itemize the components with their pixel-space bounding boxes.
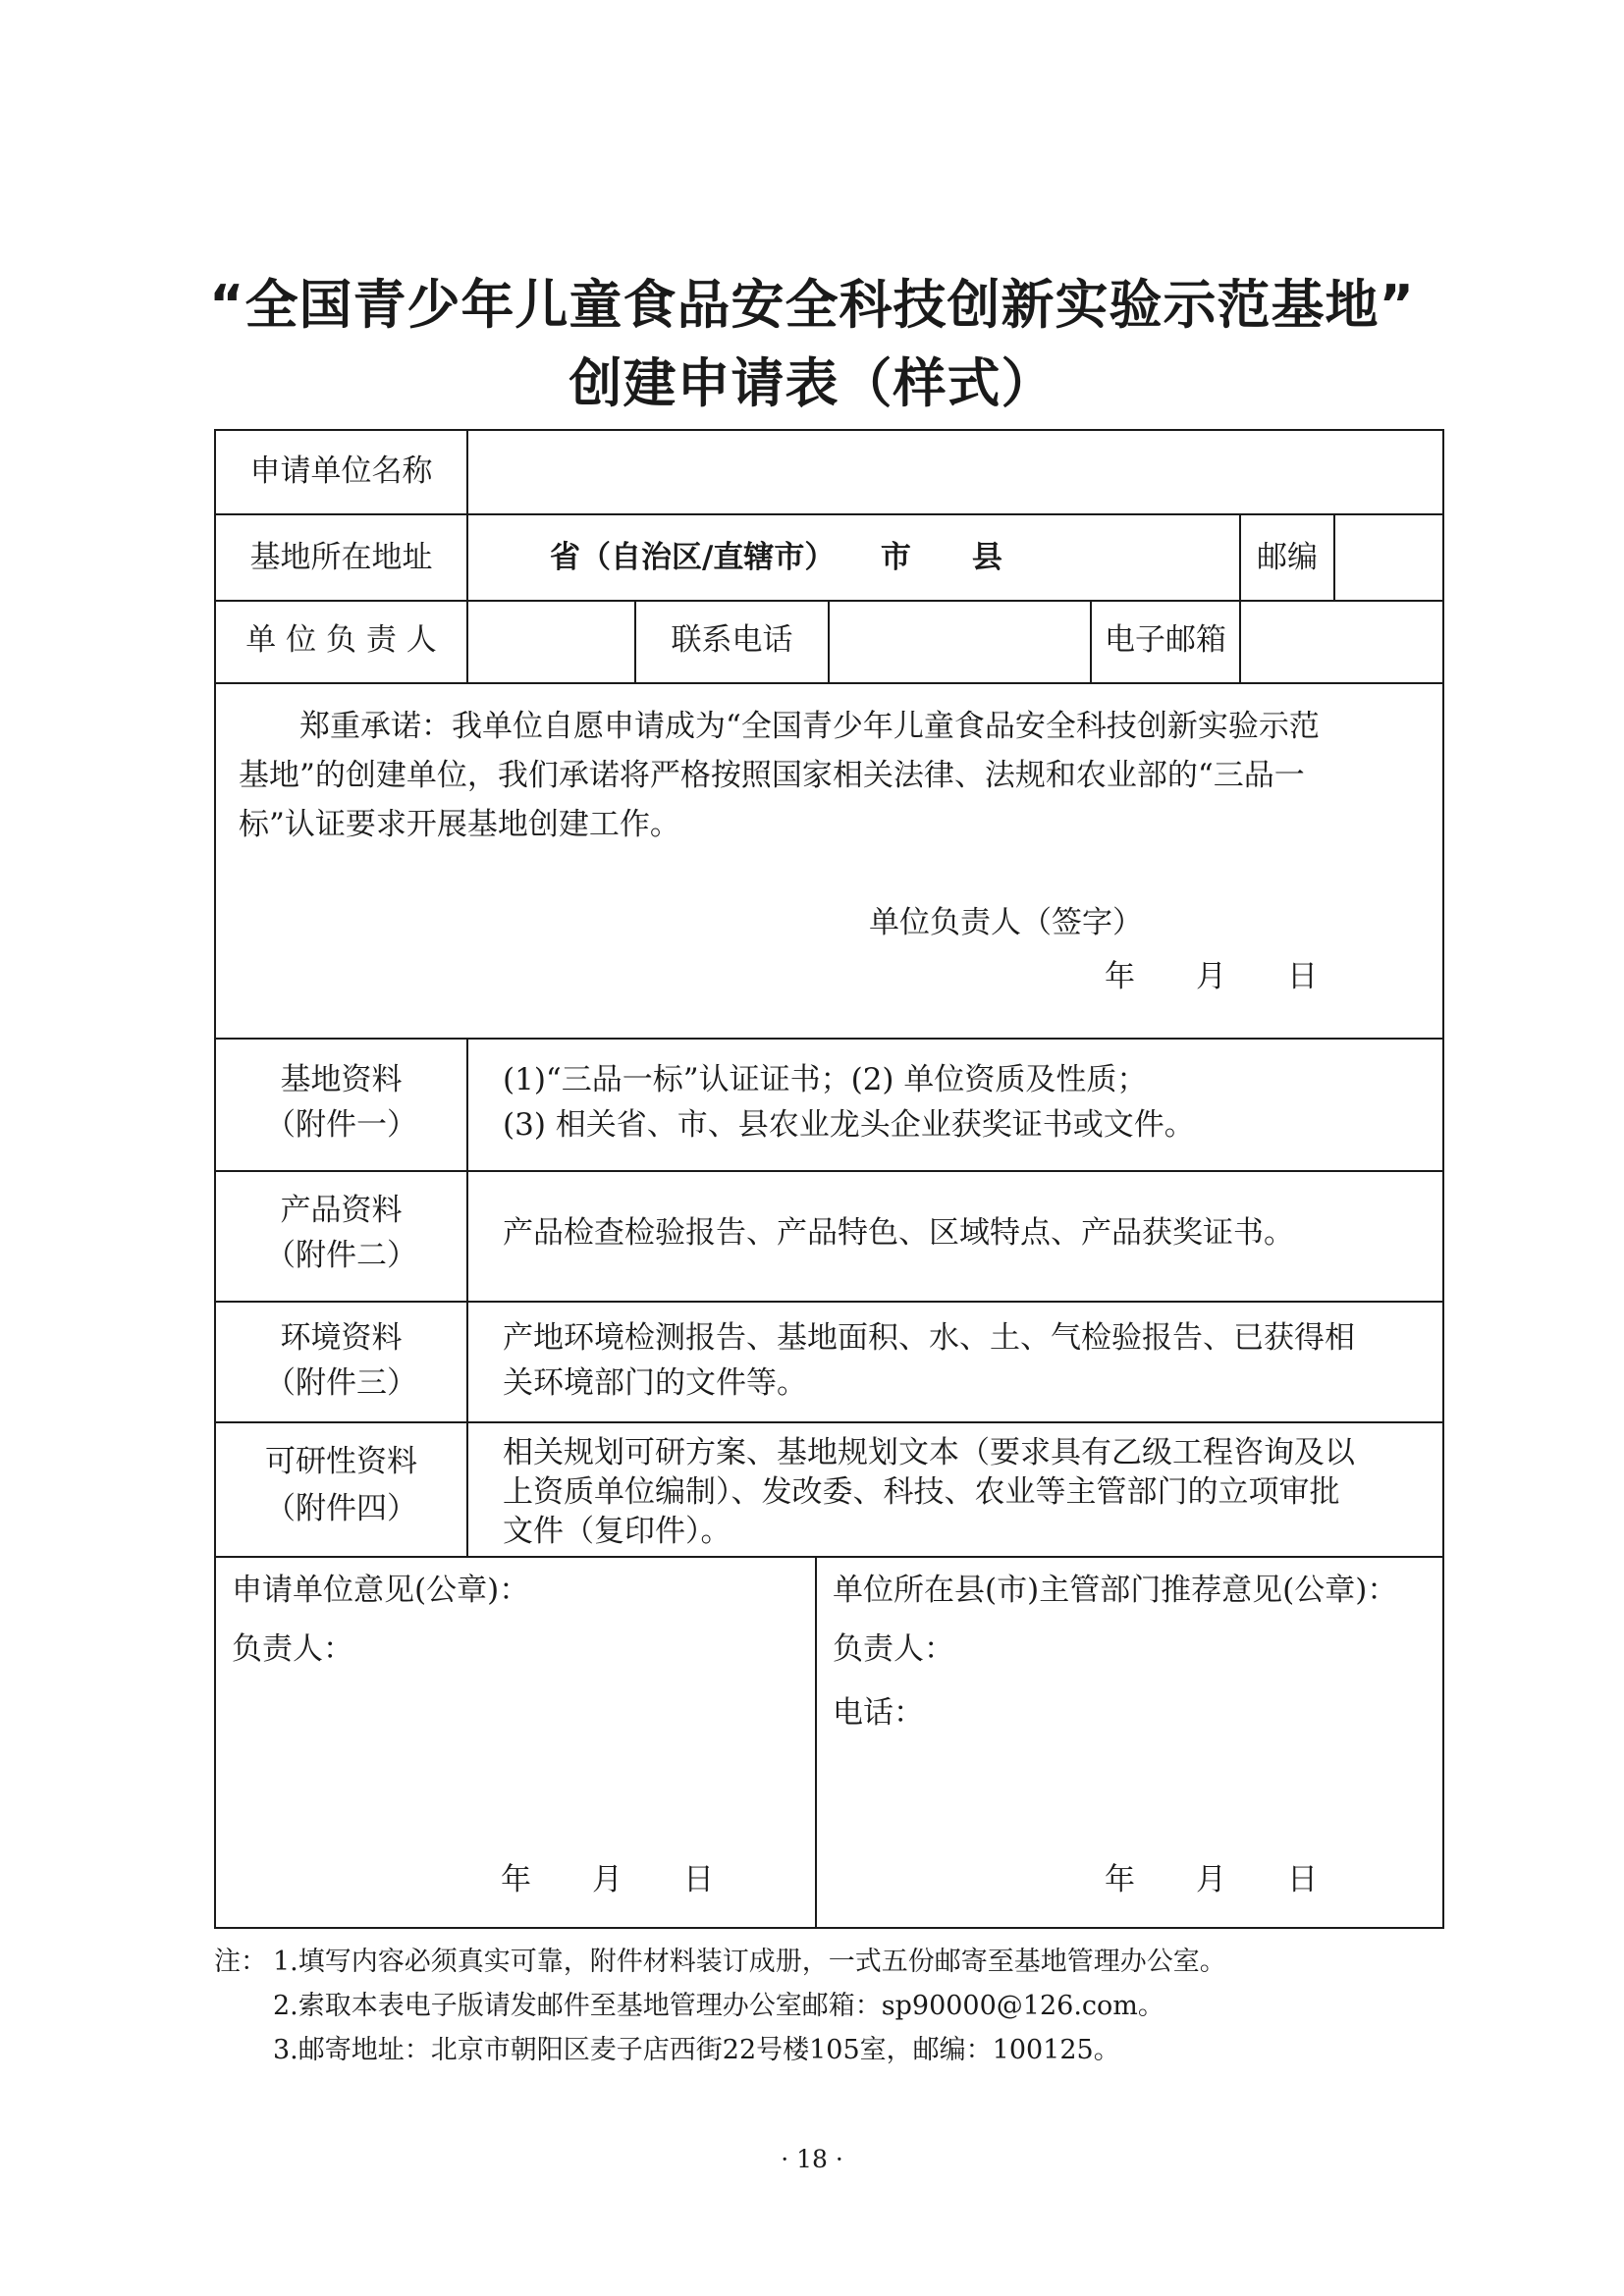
- material-attachment-3: （附件三）: [265, 1365, 417, 1401]
- table-rule: [214, 1421, 1444, 1423]
- table-rule: [214, 1556, 1444, 1558]
- postcode-field[interactable]: [1335, 515, 1442, 600]
- unit-leader-label: 单 位 负 责 人: [245, 622, 437, 658]
- authority-opinion-label: 单位所在县(市)主管部门推荐意见(公章)：: [833, 1573, 1398, 1608]
- material-attachment-1: （附件一）: [265, 1107, 417, 1143]
- applicant-opinion-label: 申请单位意见(公章)：: [232, 1573, 530, 1608]
- table-rule: [214, 1301, 1444, 1303]
- postcode-label: 邮编: [1257, 540, 1318, 575]
- table-border-right: [1442, 429, 1444, 1929]
- pledge-line-3: 标”认证要求开展基地创建工作。: [239, 807, 680, 842]
- pledge-signature-label: 单位负责人（签字）: [869, 905, 1143, 940]
- email-label: 电子邮箱: [1105, 622, 1226, 658]
- address-template[interactable]: 省（自治区/直辖市） 市 县: [550, 540, 1002, 575]
- opinions-divider: [815, 1556, 817, 1929]
- material-label-product: 产品资料: [280, 1193, 403, 1228]
- material-label-environment: 环境资料: [280, 1320, 403, 1356]
- applicant-opinion-person: 负责人：: [232, 1631, 353, 1667]
- material-desc-feasibility-line-3: 文件（复印件）。: [503, 1514, 731, 1549]
- table-rule: [214, 513, 1444, 515]
- material-attachment-4: （附件四）: [265, 1491, 417, 1526]
- table-rule: [214, 1038, 1444, 1040]
- applicant-opinion-date: 年 月 日: [501, 1862, 714, 1897]
- pledge-line-1: 郑重承诺：我单位自愿申请成为“全国青少年儿童食品安全科技创新实验示范: [299, 709, 1320, 744]
- label-column-divider: [466, 1038, 468, 1558]
- table-border-bottom: [214, 1927, 1444, 1929]
- material-desc-environment-line-2: 关环境部门的文件等。: [503, 1365, 807, 1401]
- material-attachment-2: （附件二）: [265, 1238, 417, 1273]
- page-number: · 18 ·: [781, 2145, 843, 2173]
- unit-leader-field[interactable]: [468, 602, 634, 682]
- material-desc-feasibility-line-2: 上资质单位编制）、发改委、科技、农业等主管部门的立项审批: [503, 1474, 1340, 1510]
- pledge-date: 年 月 日: [1105, 959, 1318, 994]
- form-title-line-1: “全国青少年儿童食品安全科技创新实验示范基地”: [209, 274, 1415, 336]
- material-desc-product: 产品检查检验报告、产品特色、区域特点、产品获奖证书。: [503, 1215, 1294, 1251]
- applicant-name-field[interactable]: [468, 431, 1442, 513]
- pledge-line-2: 基地”的创建单位，我们承诺将严格按照国家相关法律、法规和农业部的“三品一: [239, 758, 1305, 793]
- authority-opinion-date: 年 月 日: [1105, 1862, 1318, 1897]
- note-3: 3.邮寄地址：北京市朝阳区麦子店西街22号楼105室，邮编：100125。: [273, 2035, 1120, 2065]
- material-desc-base-line-2: (3) 相关省、市、县农业龙头企业获奖证书或文件。: [503, 1107, 1195, 1143]
- table-rule: [214, 1170, 1444, 1172]
- material-desc-environment-line-1: 产地环境检测报告、基地面积、水、土、气检验报告、已获得相: [503, 1320, 1355, 1356]
- material-label-feasibility: 可研性资料: [265, 1444, 417, 1479]
- authority-opinion-person: 负责人：: [833, 1631, 954, 1667]
- form-title-line-2: 创建申请表（样式）: [568, 352, 1056, 414]
- authority-opinion-phone: 电话：: [833, 1695, 924, 1731]
- note-2: 2.索取本表电子版请发邮件至基地管理办公室邮箱：sp90000@126.com。: [273, 1991, 1164, 2021]
- phone-field[interactable]: [830, 602, 1090, 682]
- notes-prefix: 注：: [214, 1947, 267, 1977]
- address-label: 基地所在地址: [249, 540, 433, 575]
- material-label-base: 基地资料: [280, 1062, 403, 1097]
- note-1: 1.填写内容必须真实可靠，附件材料装订成册，一式五份邮寄至基地管理办公室。: [273, 1947, 1226, 1977]
- material-desc-base-line-1: (1)“三品一标”认证证书；(2) 单位资质及性质；: [503, 1062, 1148, 1097]
- email-field[interactable]: [1241, 602, 1442, 682]
- material-desc-feasibility-line-1: 相关规划可研方案、基地规划文本（要求具有乙级工程咨询及以: [503, 1435, 1355, 1470]
- phone-label: 联系电话: [671, 622, 793, 658]
- applicant-name-label: 申请单位名称: [249, 454, 433, 489]
